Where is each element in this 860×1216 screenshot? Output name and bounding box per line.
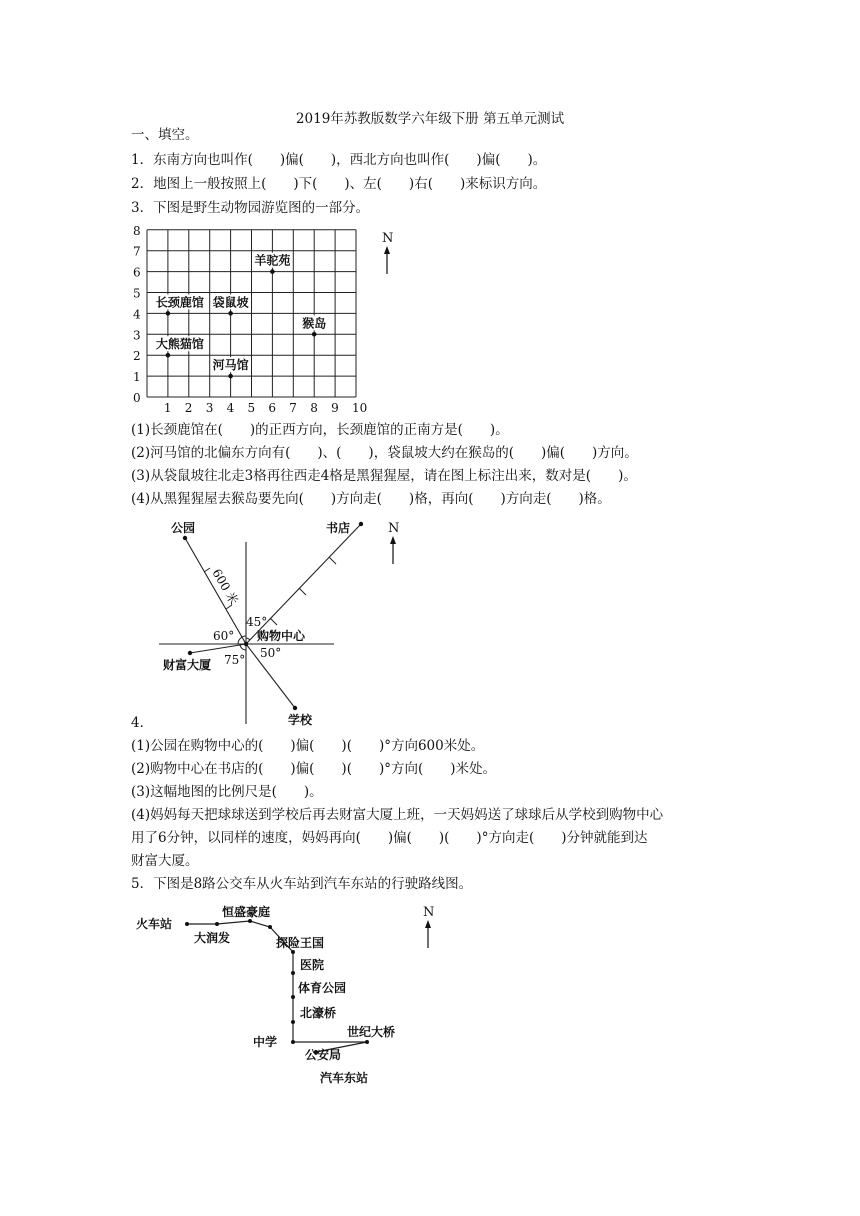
point-label: 羊驼苑 — [254, 253, 291, 268]
zoo-grid-map — [125, 222, 385, 422]
question-1: 1．东南方向也叫作( )偏( )，西北方向也叫作( )偏( )。 — [131, 152, 547, 168]
question-3-3: (3)从袋鼠坡往北走3格再往西走4格是黑猩猩屋，请在图上标注出来，数对是( )。 — [131, 468, 637, 484]
x-tick-label: 5 — [247, 401, 256, 415]
question-4-1: (1)公园在购物中心的( )偏( )( )°方向600米处。 — [131, 738, 485, 754]
question-4: 4． — [131, 715, 154, 731]
north-label: N — [388, 521, 400, 536]
y-tick-label: 0 — [133, 391, 141, 405]
distance-label: 600 米 — [209, 566, 241, 608]
x-tick-label: 3 — [205, 401, 214, 415]
point-label: 大熊猫馆 — [155, 337, 204, 352]
y-tick-label: 8 — [133, 223, 141, 238]
north-arrow-3 — [420, 904, 440, 954]
question-3-1: (1)长颈鹿馆在( )的正西方向，长颈鹿馆的正南方是( )。 — [131, 422, 509, 438]
x-tick-label: 4 — [226, 401, 235, 415]
stop-label: 世纪大桥 — [347, 1025, 396, 1039]
grid-point — [166, 353, 171, 358]
stop-label: 北濠桥 — [300, 1006, 337, 1020]
mansion-label: 财富大厦 — [163, 658, 212, 672]
x-tick-label: 6 — [268, 401, 277, 415]
grid-point — [312, 332, 317, 337]
angle-75-label: 75° — [224, 653, 246, 667]
y-tick-label: 7 — [133, 244, 141, 259]
stop-label: 中学 — [253, 1035, 278, 1049]
question-3: 3．下图是野生动物园游览图的一部分。 — [131, 200, 370, 216]
grid-point — [166, 311, 171, 316]
section-heading: 一、填空。 — [131, 127, 199, 143]
stop-label: 体育公园 — [298, 981, 347, 995]
angle-60-label: 60° — [213, 629, 235, 643]
x-tick-label: 2 — [184, 401, 193, 415]
angle-45-label: 45° — [246, 615, 268, 629]
x-tick-label: 9 — [331, 401, 339, 415]
y-tick-label: 6 — [133, 265, 141, 280]
point-label: 河马馆 — [212, 358, 249, 373]
question-3-2: (2)河马馆的北偏东方向有( )、( )，袋鼠坡大约在猴岛的( )偏( )方向。 — [131, 445, 638, 461]
north-label: N — [382, 231, 394, 246]
angle-50-label: 50° — [260, 646, 282, 660]
x-tick-label: 7 — [289, 401, 297, 415]
question-4-3: (3)这幅地图的比例尺是( )。 — [131, 784, 323, 800]
point-label: 猴岛 — [302, 316, 327, 331]
question-2: 2．地图上一般按照上( )下( )、左( )右( )来标识方向。 — [131, 176, 547, 192]
point-label: 袋鼠坡 — [212, 295, 249, 310]
stop-label: 公安局 — [305, 1048, 342, 1062]
shopping-center-map — [150, 512, 410, 727]
question-3-4: (4)从黑猩猩屋去猴岛要先向( )方向走( )格，再向( )方向走( )格。 — [131, 491, 611, 507]
center-label: 购物中心 — [257, 629, 306, 643]
bus-route-map — [130, 900, 430, 1090]
point-label: 长颈鹿馆 — [155, 295, 204, 310]
x-tick-label: 10 — [352, 401, 368, 415]
park-label: 公园 — [171, 521, 196, 535]
question-4-4c: 财富大厦。 — [131, 853, 199, 869]
stop-label: 大润发 — [194, 931, 231, 945]
question-5: 5．下图是8路公交车从火车站到汽车东站的行驶路线图。 — [131, 876, 473, 892]
grid-point — [228, 311, 233, 316]
x-tick-label: 1 — [163, 401, 172, 415]
north-label: N — [423, 905, 435, 920]
north-arrow-1 — [378, 230, 398, 280]
stop-label: 医院 — [300, 958, 325, 972]
y-tick-label: 1 — [133, 370, 141, 385]
x-tick-label: 8 — [310, 401, 318, 415]
stop-label: 汽车东站 — [320, 1071, 369, 1085]
bookstore-label: 书店 — [326, 521, 351, 535]
y-tick-label: 2 — [133, 349, 141, 364]
question-4-2: (2)购物中心在书店的( )偏( )( )°方向( )米处。 — [131, 761, 497, 777]
school-label: 学校 — [288, 713, 313, 727]
y-tick-label: 4 — [133, 307, 141, 322]
grid-point — [228, 374, 233, 379]
question-4-4a: (4)妈妈每天把球球送到学校后再去财富大厦上班，一天妈妈送了球球后从学校到购物中心 — [131, 807, 664, 823]
question-4-4b: 用了6分钟，以同样的速度，妈妈再向( )偏( )( )°方向走( )分钟就能到达 — [131, 830, 648, 846]
grid-point — [270, 269, 275, 274]
page-title: 2019年苏教版数学六年级下册 第五单元测试 — [295, 111, 565, 127]
y-tick-label: 3 — [133, 328, 141, 343]
stop-label: 恒盛豪庭 — [222, 905, 271, 919]
north-arrow-2 — [384, 520, 404, 570]
y-tick-label: 5 — [133, 286, 141, 301]
stop-label: 火车站 — [136, 917, 173, 931]
stop-label: 探险王国 — [276, 936, 325, 950]
